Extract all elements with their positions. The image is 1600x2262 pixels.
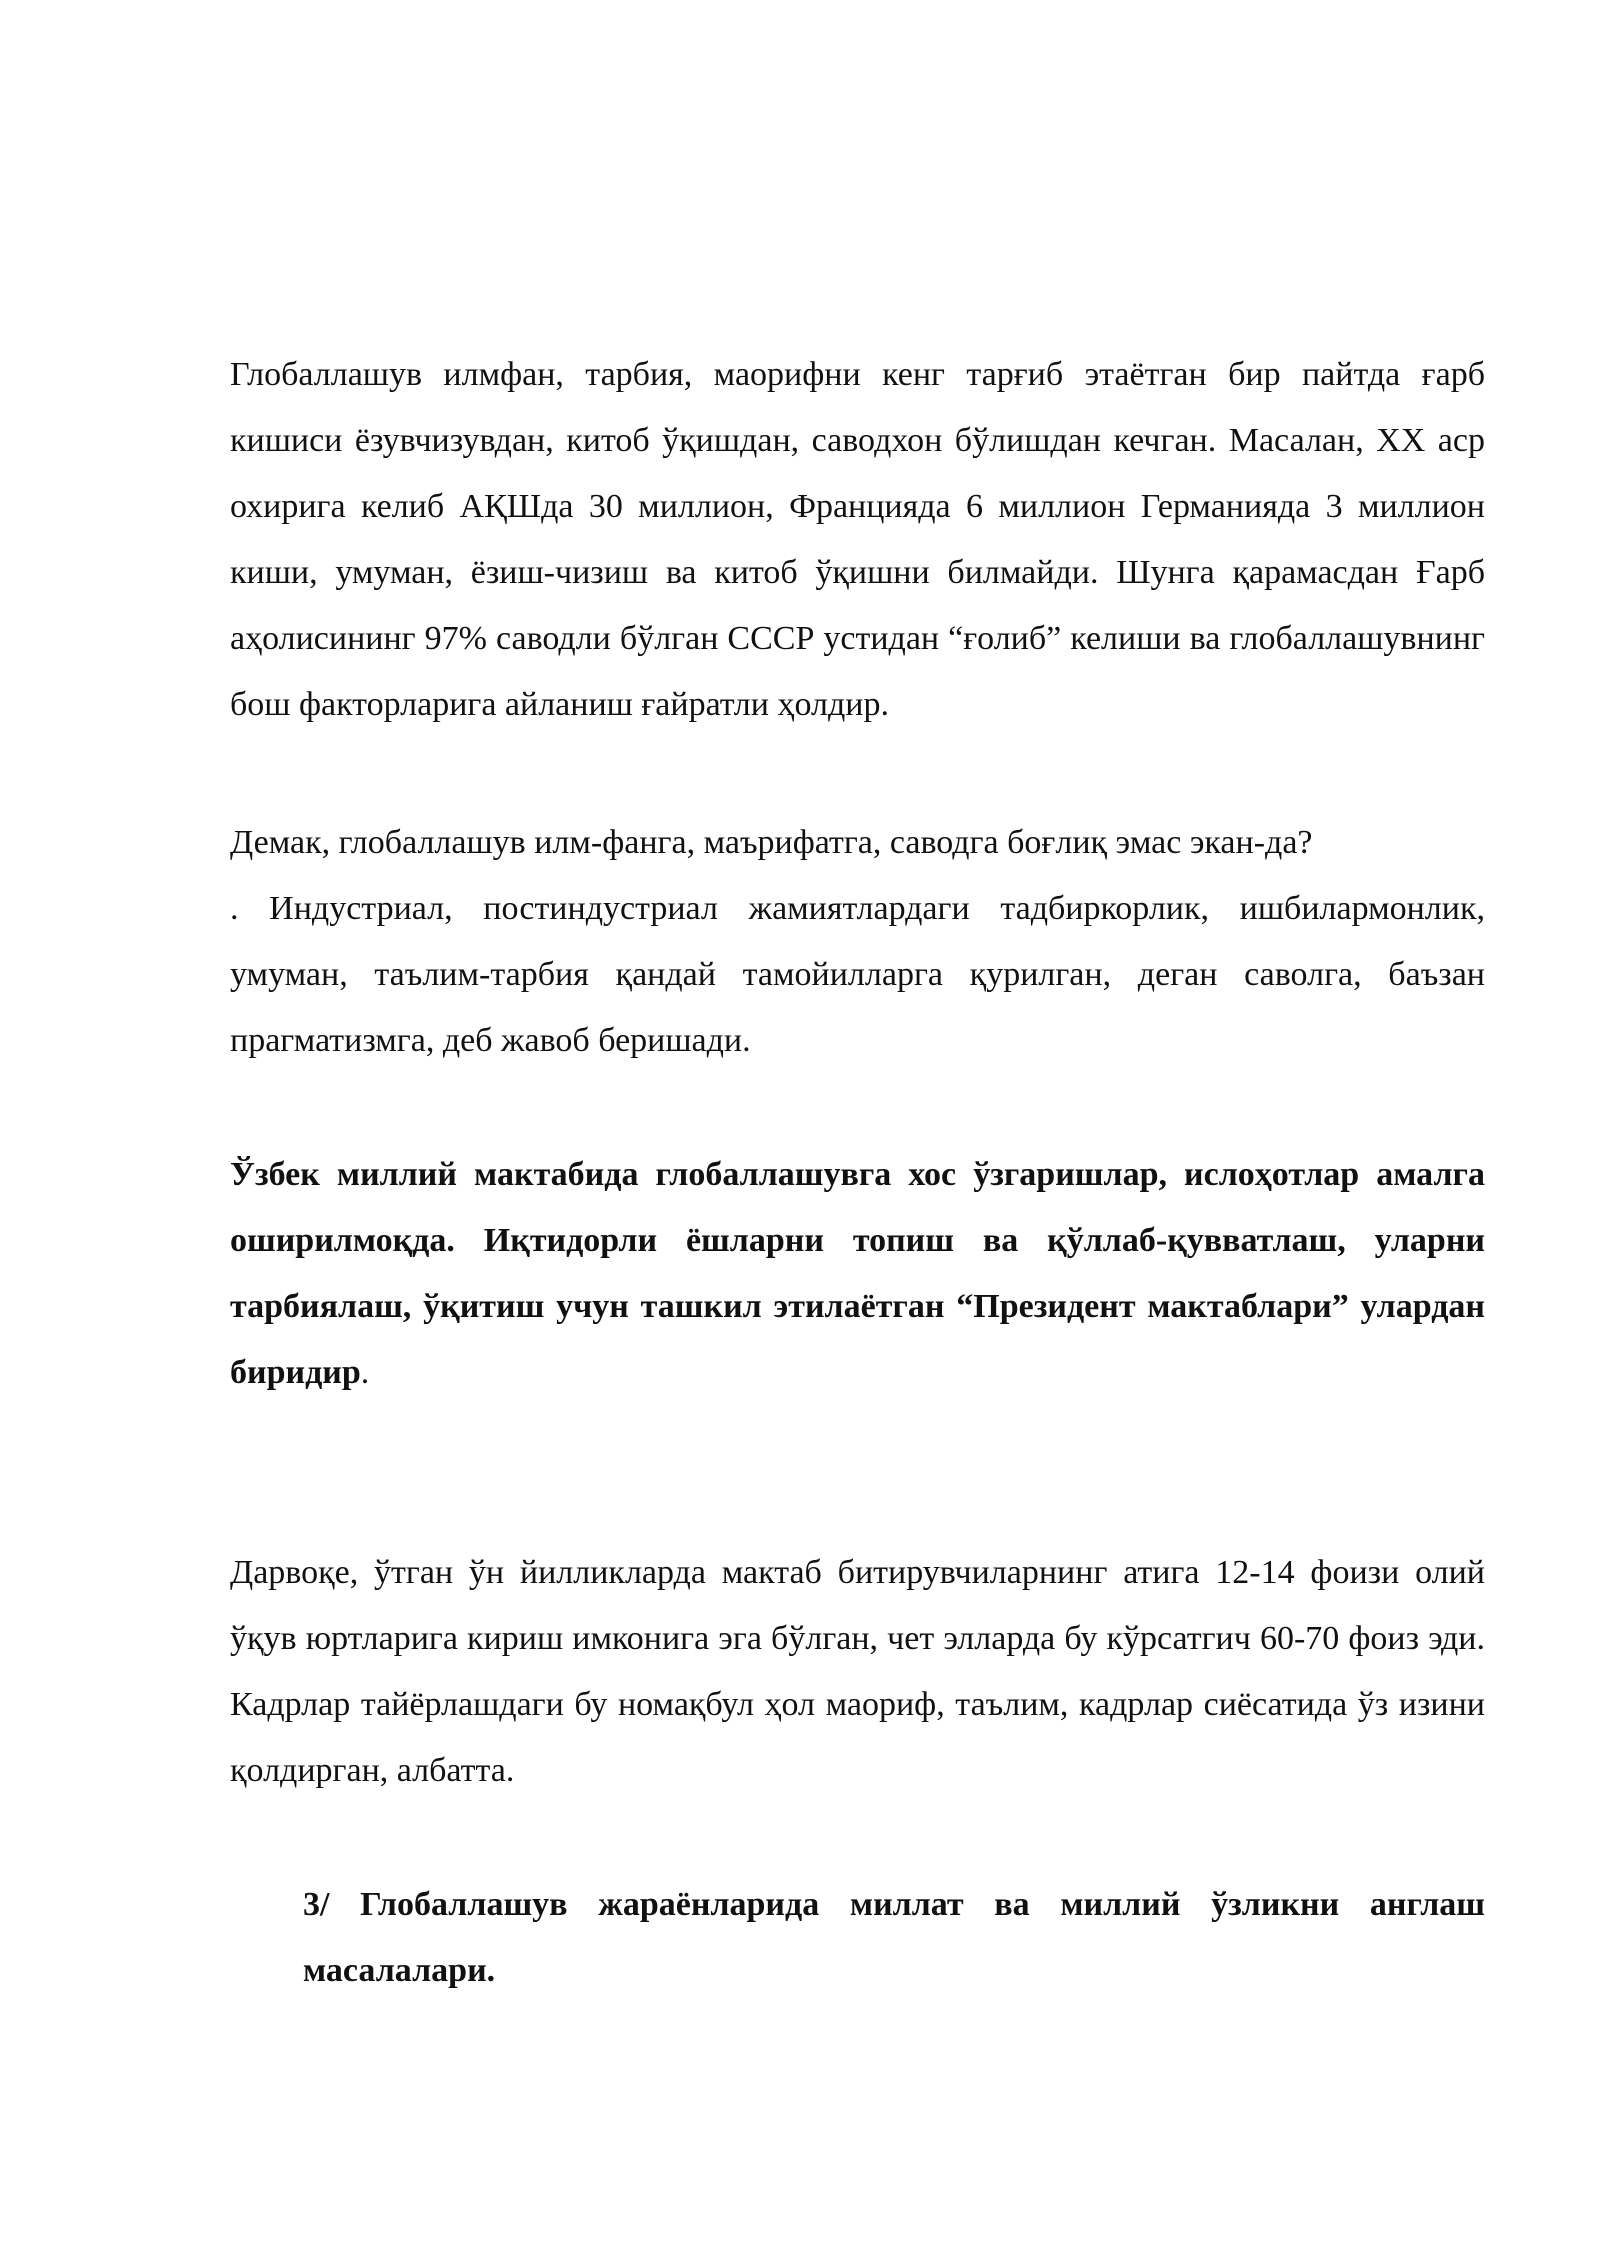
paragraph-text: Глобаллашув илмфан, тарбия, маорифни кенг тарғиб этаётган бир пайтда ғарб кишиси ёзувчизувдан, китоб ўқишдан, саводхон бўлишдан кечган. Масалан, XX аср охирига келиб АҚШда 30 миллион, Францияда 6 миллион Германияда 3 миллион киши, умуман, ёзиш-чизиш ва китоб ўқишни билмайди. Шунга қарамасдан Ғарб аҳолисининг 97% саводли бўлган СССР устидан “ғолиб” келиши ва глобаллашувнинг бош факторларига айланиш ғайратли ҳолдир. [230, 356, 1485, 723]
paragraph-tail: . [360, 1354, 370, 1391]
section-heading [303, 1872, 1485, 2004]
paragraph-question [230, 810, 1485, 1074]
paragraph-text: Дарвоқе, ўтган ўн йилликларда мактаб битирувчиларнинг атига 12-14 фоизи олий ўқув юртларига кириш имконига эга бўлган, чет элларда бу кўрсатгич 60-70 фоиз эди. Кадрлар тайёрлашдаги бу номақбул ҳол маориф, таълим, кадрлар сиёсатида ўз изини қолдирган, албатта. [230, 1554, 1485, 1789]
bold-paragraph-text: Ўзбек миллий мактабида глобаллашувга хос ўзгаришлар, ислоҳотлар амалга оширилмоқда. Иқтидорли ёшларни топиш ва қўллаб-қувватлаш, уларни тарбиялаш, ўқитиш учун ташкил этилаётган “Президент мактаблари” улардан биридир [230, 1156, 1485, 1391]
paragraph-globalization-literacy [230, 342, 1485, 738]
question-line: Демак, глобаллашув илм-фанга, маърифатга, саводга боғлиқ эмас экан-да? [230, 824, 1313, 861]
paragraph-graduates [230, 1540, 1485, 1804]
paragraph-text: . Индустриал, постиндустриал жамиятлардаги тадбиркорлик, ишбилармонлик, умуман, таълим-тарбия қандай тамойилларга қурилган, деган саволга, баъзан прагматизмга, деб жавоб беришади. [230, 890, 1485, 1059]
heading-text: 3/ Глобаллашув жараёнларида миллат ва миллий ўзликни англаш масалалари. [303, 1886, 1485, 1989]
paragraph-uzbek-school [230, 1142, 1485, 1406]
